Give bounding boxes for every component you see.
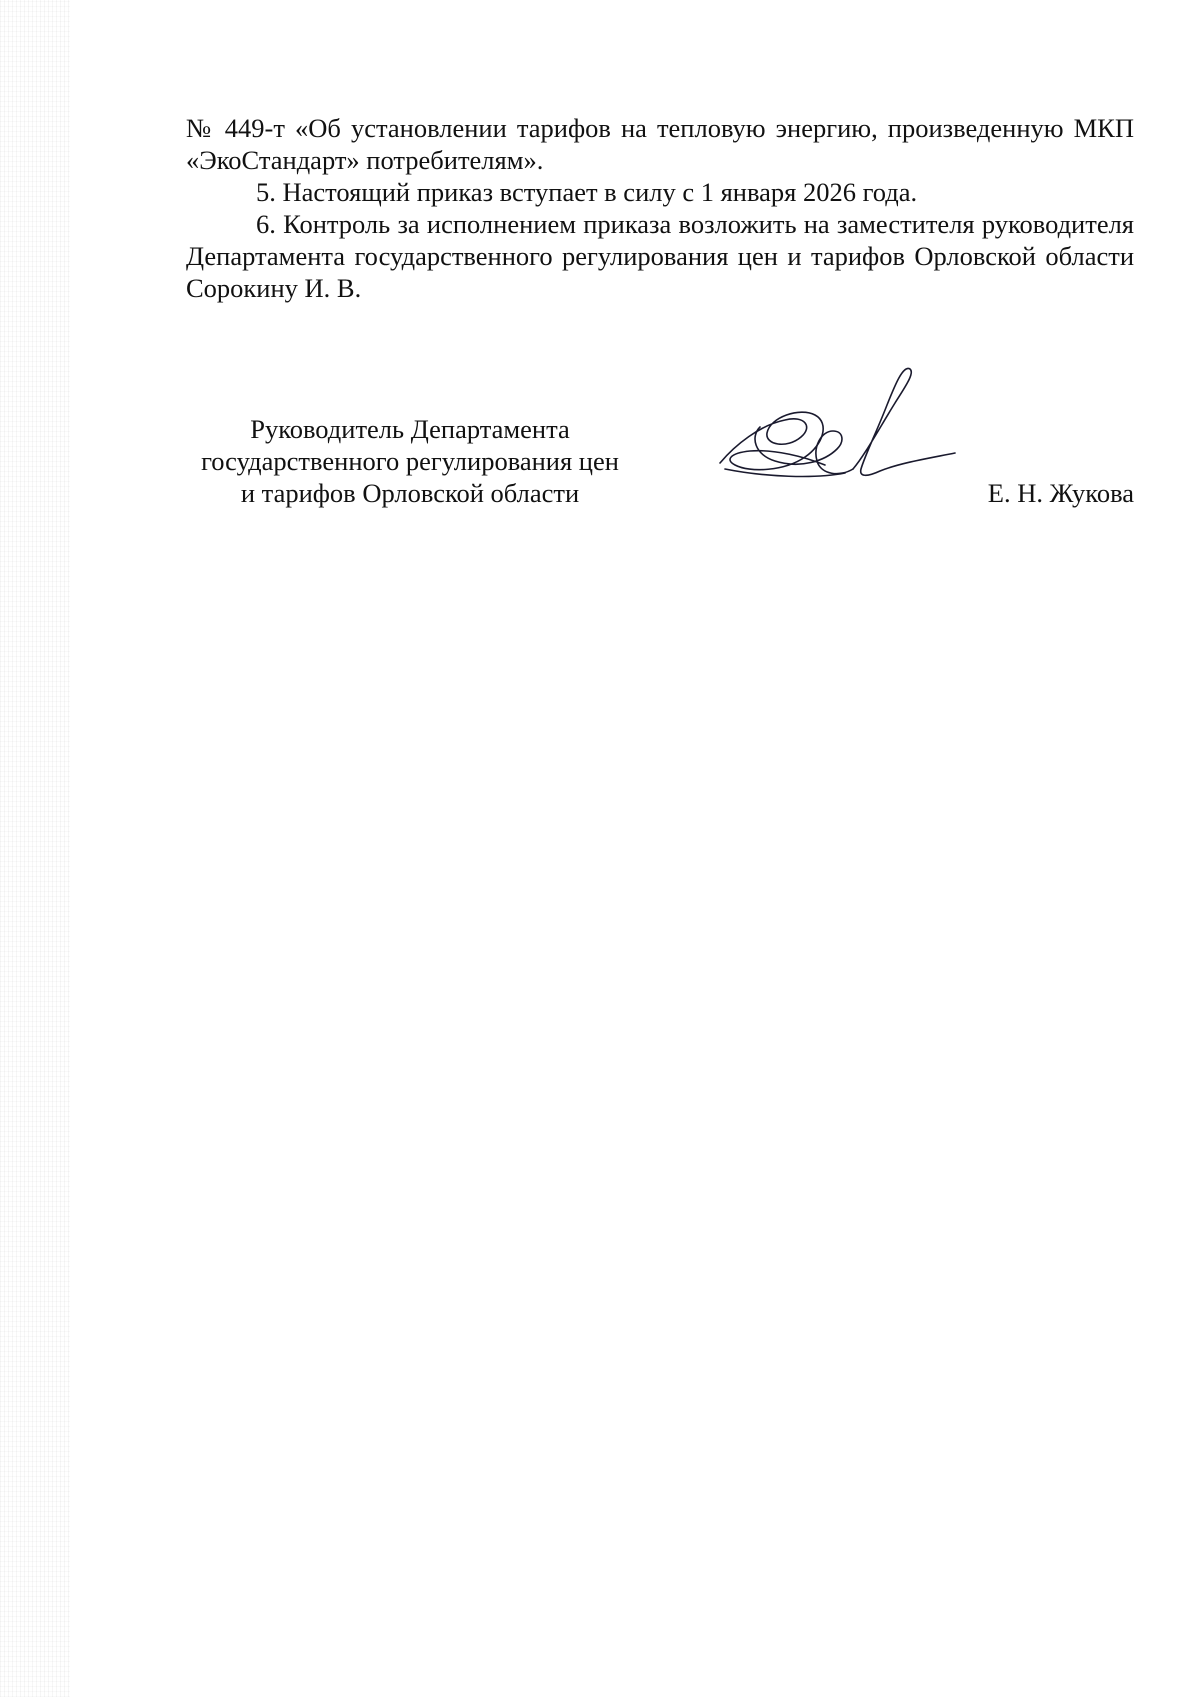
document-body bbox=[186, 112, 1134, 304]
handwritten-signature bbox=[705, 365, 965, 500]
signer-name: Е. Н. Жукова bbox=[987, 478, 1134, 508]
scan-edge-noise bbox=[0, 0, 70, 1697]
paragraph-5: 5. Настоящий приказ вступает в силу с 1 января 2026 года. bbox=[256, 177, 918, 207]
position-line-2: государственного регулирования цен bbox=[201, 446, 619, 476]
signatory-position bbox=[186, 413, 634, 509]
position-line-1: Руководитель Департамента bbox=[250, 414, 570, 444]
position-line-3: и тарифов Орловской области bbox=[240, 478, 580, 508]
paragraph-6: 6. Контроль за исполнением приказа возложить на заместителя руководителя Департамента государственного регулирования цен и тарифов Орловской области Сорокину И. В. bbox=[186, 209, 1134, 303]
paragraph-continuation: № 449-т «Об установлении тарифов на тепловую энергию, произведенную МКП «ЭкоСтандарт» потребителям». bbox=[186, 113, 1134, 175]
